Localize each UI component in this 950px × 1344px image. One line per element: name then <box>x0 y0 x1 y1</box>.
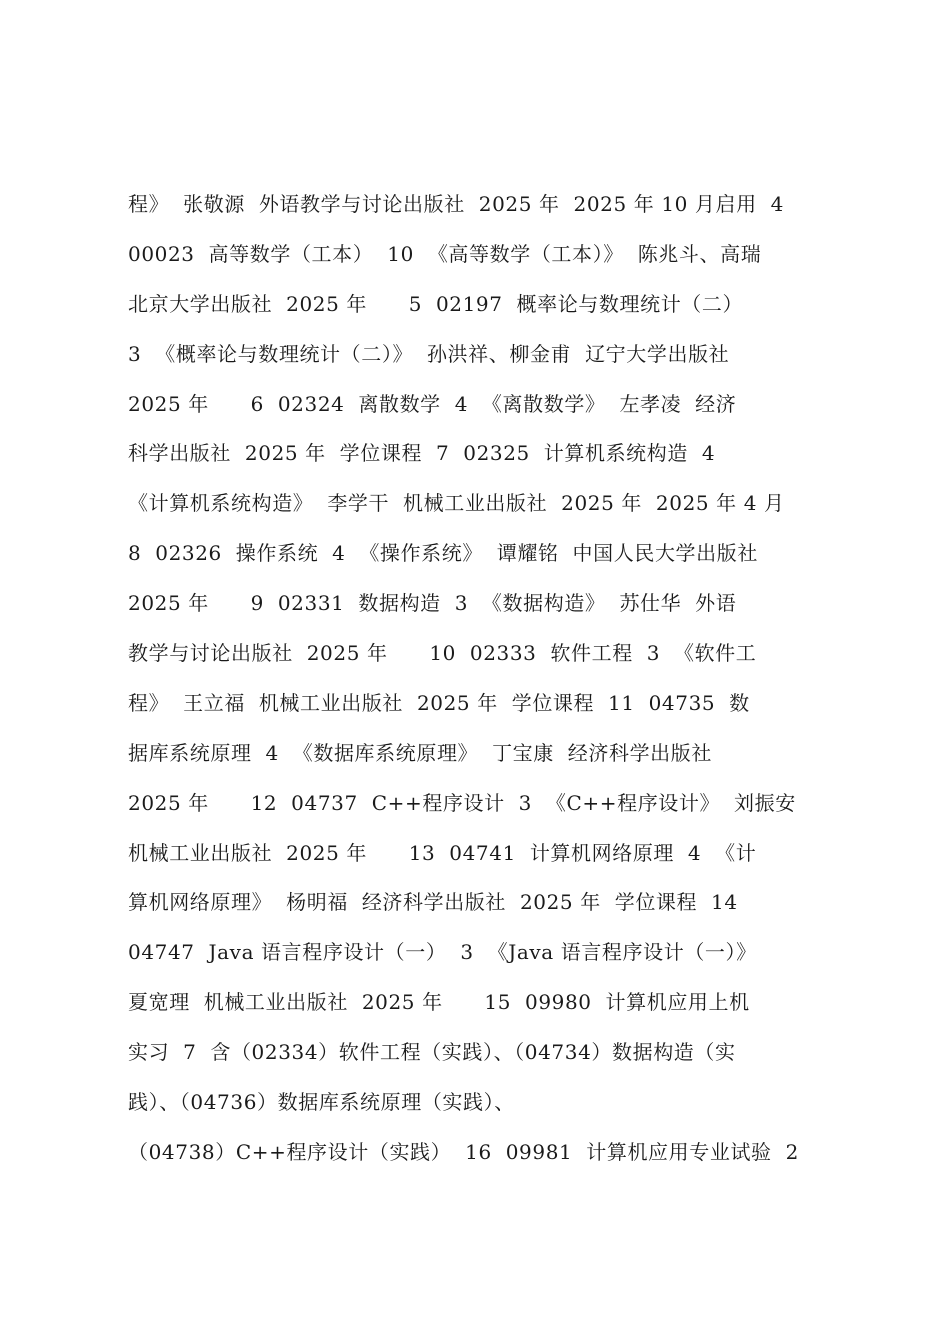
text-line: 算机网络原理》 杨明福 经济科学出版社 2025 年 学位课程 14 <box>128 890 738 915</box>
body-text <box>128 188 832 1186</box>
text-line: 3 《概率论与数理统计（二）》 孙洪祥、柳金甫 辽宁大学出版社 <box>128 341 730 366</box>
text-line: 《计算机系统构造》 李学干 机械工业出版社 2025 年 2025 年 4 月 <box>128 491 785 516</box>
text-line: 8 02326 操作系统 4 《操作系统》 谭耀铭 中国人民大学出版社 <box>128 541 758 566</box>
text-line: 04747 Java 语言程序设计（一） 3 《Java 语言程序设计（一）》 <box>128 940 757 965</box>
text-line: 教学与讨论出版社 2025 年 10 02333 软件工程 3 《软件工 <box>128 641 757 666</box>
text-line: 实习 7 含（02334）软件工程（实践）、（04734）数据构造（实 <box>128 1040 736 1065</box>
text-line: 程》 张敬源 外语教学与讨论出版社 2025 年 2025 年 10 月启用 4 <box>128 192 784 216</box>
text-line: 北京大学出版社 2025 年 5 02197 概率论与数理统计（二） <box>128 291 744 316</box>
text-line: 据库系统原理 4 《数据库系统原理》 丁宝康 经济科学出版社 <box>128 740 712 765</box>
text-line: 2025 年 6 02324 离散数学 4 《离散数学》 左孝凌 经济 <box>128 391 737 416</box>
text-line: 机械工业出版社 2025 年 13 04741 计算机网络原理 4 《计 <box>128 840 757 865</box>
text-line: 2025 年 9 02331 数据构造 3 《数据构造》 苏仕华 外语 <box>128 591 737 616</box>
text-line: 2025 年 12 04737 C++程序设计 3 《C++程序设计》 刘振安 <box>128 790 796 815</box>
text-line: 夏宽理 机械工业出版社 2025 年 15 09980 计算机应用上机 <box>128 990 750 1015</box>
text-line: 00023 高等数学（工本） 10 《高等数学（工本）》 陈兆斗、高瑞 <box>128 241 762 266</box>
text-line: 程》 王立福 机械工业出版社 2025 年 学位课程 11 04735 数 <box>128 690 750 715</box>
text-line: 践）、（04736）数据库系统原理（实践）、 <box>128 1090 515 1115</box>
text-line: 科学出版社 2025 年 学位课程 7 02325 计算机系统构造 4 <box>128 441 716 466</box>
text-line: （04738）C++程序设计（实践） 16 09981 计算机应用专业试验 2 <box>128 1139 799 1164</box>
